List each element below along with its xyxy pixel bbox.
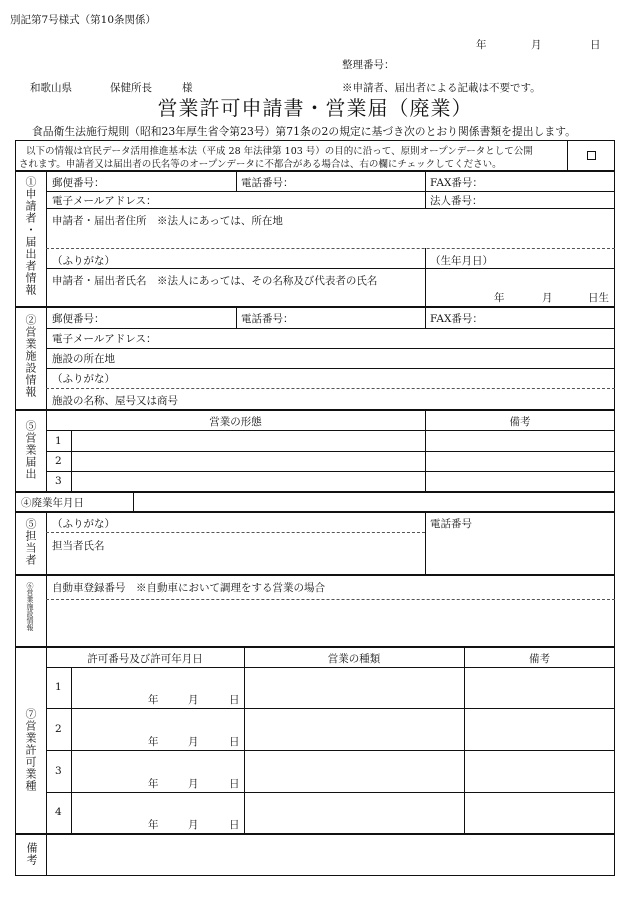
license-row-3-no: 3 [55, 765, 62, 777]
opendata-line2: されます。申請者又は届出者の氏名等のオープンデータに不都合がある場合は、右の欄にチェックしてください。 [19, 159, 502, 170]
date-month: 月 [531, 39, 542, 51]
birth-year: 年 [494, 292, 505, 304]
applicant-corp-number-label: 法人番号： [430, 195, 483, 207]
license-row-2-no: 2 [55, 723, 62, 735]
opendata-line1: 以下の情報は官民データ活用推進基本法（平成 28 年法律第 103 号）の目的に沿って、原則オープンデータとして公開 [26, 146, 533, 157]
applicant-email-label: 電子メールアドレス： [52, 195, 157, 207]
facility-location-label: 施設の所在地 [52, 353, 115, 365]
license-row-2-month: 月 [188, 736, 199, 748]
license-number-header: 許可番号及び許可年月日 [87, 653, 203, 665]
staff-only-notice: ※申請者、届出者による記載は不要です。 [342, 82, 541, 94]
license-row-4-month: 月 [188, 819, 199, 831]
license-note-header: 備考 [529, 653, 550, 665]
license-kind-header: 営業の種類 [327, 653, 381, 665]
facility-phone-label: 電話番号： [241, 313, 294, 325]
facility-name-label: 施設の名称、屋号又は商号 [52, 395, 178, 407]
business-row-3-no: 3 [55, 475, 62, 487]
license-row-4-no: 4 [55, 806, 62, 818]
business-notice-title: ⑤営業届出 [24, 420, 37, 480]
license-row-2-year: 年 [148, 736, 159, 748]
license-section-title: ⑦営業許可業種 [24, 708, 37, 792]
form-number: 別記第7号様式（第10条関係） [10, 14, 157, 26]
date-year: 年 [476, 39, 487, 51]
applicant-section-title: ①申請者・届出者情報 [24, 176, 37, 296]
vehicle-section-title: ⑥営業施設情報 [26, 582, 34, 631]
business-row-1-no: 1 [55, 435, 62, 447]
addressee-honorific: 様 [182, 82, 193, 94]
applicant-address-label: 申請者・届出者住所 ※法人にあっては、所在地 [52, 215, 283, 227]
license-row-1-no: 1 [55, 681, 62, 693]
remarks-title: 備考 [25, 842, 38, 866]
business-row-2-no: 2 [55, 455, 62, 467]
contact-section-title: ⑤担当者 [24, 518, 37, 566]
applicant-postal-label: 郵便番号： [52, 177, 105, 189]
submission-statement: 食品衛生法施行規則（昭和23年厚生省令第23号）第71条の2の規定に基づき次のとおり関係書類を提出します。 [32, 125, 576, 138]
applicant-fax-label: FAX番号： [430, 177, 483, 189]
license-row-3-day: 日 [229, 778, 240, 790]
opendata-checkbox[interactable] [587, 151, 596, 160]
birth-day: 日生 [588, 292, 609, 304]
license-row-3-month: 月 [188, 778, 199, 790]
license-row-4-year: 年 [148, 819, 159, 831]
ref-number-label: 整理番号： [342, 59, 395, 71]
applicant-furigana-label: （ふりがな） [52, 255, 115, 267]
date-day: 日 [590, 39, 601, 51]
birth-month: 月 [542, 292, 553, 304]
applicant-birth-label: （生年月日） [430, 255, 493, 267]
closure-date-section [15, 492, 615, 512]
remarks-section [15, 834, 615, 876]
page-title: 営業許可申請書・営業届（廃業） [157, 96, 473, 120]
facility-fax-label: FAX番号： [430, 313, 483, 325]
applicant-name-label: 申請者・届出者氏名 ※法人にあっては、その名称及び代表者の氏名 [52, 275, 378, 287]
business-note-header: 備考 [509, 416, 531, 428]
applicant-phone-label: 電話番号： [241, 177, 294, 189]
closure-date-label: ④廃業年月日 [21, 497, 84, 509]
vehicle-registration-label: 自動車登録番号 ※自動車において調理をする営業の場合 [52, 582, 325, 594]
license-section [15, 647, 615, 834]
business-type-header: 営業の形態 [209, 416, 262, 428]
facility-postal-label: 郵便番号： [52, 313, 105, 325]
license-row-1-year: 年 [148, 694, 159, 706]
license-row-4-day: 日 [229, 819, 240, 831]
addressee-office: 保健所長 [110, 82, 152, 94]
facility-furigana-label: （ふりがな） [52, 373, 115, 385]
license-row-1-day: 日 [229, 694, 240, 706]
facility-email-label: 電子メールアドレス： [52, 333, 157, 345]
contact-phone-label: 電話番号 [430, 518, 472, 530]
license-row-2-day: 日 [229, 736, 240, 748]
contact-name-label: 担当者氏名 [52, 540, 105, 552]
facility-section-title: ②営業施設情報 [24, 314, 37, 398]
license-row-1-month: 月 [188, 694, 199, 706]
contact-furigana-label: （ふりがな） [52, 518, 115, 530]
license-row-3-year: 年 [148, 778, 159, 790]
addressee-prefecture: 和歌山県 [30, 82, 72, 94]
